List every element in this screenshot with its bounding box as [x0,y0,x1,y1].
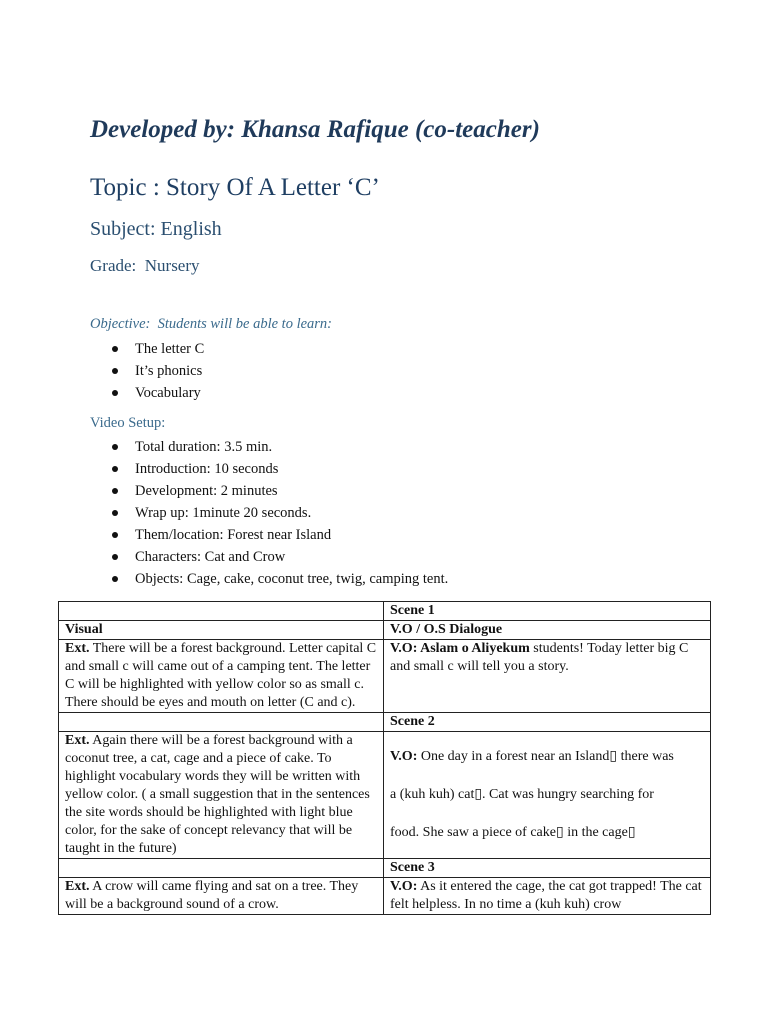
dialogue-line: a (kuh kuh) cat▯. Cat was hungry searching for [390,787,654,802]
setup-item-text: Total duration: 3.5 min. [135,439,273,455]
table-row [59,621,711,640]
setup-item-text: Objects: Cage, cake, coconut tree, twig, camping tent. [135,571,449,587]
setup-item-text: Characters: Cat and Crow [135,549,286,565]
bullet-icon [112,510,118,516]
setup-item-text: Development: 2 minutes [135,483,278,499]
subject-line: Subject: English [90,218,222,240]
grade-line: Grade: Nursery [90,256,200,275]
setup-item-text: Them/location: Forest near Island [135,527,332,543]
bullet-icon [112,368,118,374]
dialogue-line: food. She saw a piece of cake▯ in the cage▯ [390,825,636,840]
bullet-icon [112,576,118,582]
objective-item-text: It’s phonics [135,363,203,379]
table-cell [59,602,384,621]
setup-item [110,458,448,480]
setup-item [110,480,448,502]
visual-header: Visual [59,621,384,640]
dialogue-text: One day in a forest near an Island▯ there was [417,749,674,764]
table-row [59,640,711,713]
topic-title: Topic : Story Of A Letter ‘C’ [90,174,380,201]
video-setup-heading: Video Setup: [90,415,166,431]
objective-item [110,338,204,360]
ext-label: Ext. [65,879,90,894]
dialogue-cell [384,732,711,859]
bullet-icon [112,554,118,560]
bullet-icon [112,346,118,352]
visual-cell [59,878,384,915]
setup-item-text: Introduction: 10 seconds [135,461,279,477]
dialogue-cell [384,878,711,915]
setup-item [110,546,448,568]
objective-list [110,338,204,404]
table-row [59,859,711,878]
objective-item [110,382,204,404]
setup-item [110,568,448,590]
table-row [59,732,711,859]
setup-item [110,524,448,546]
vo-label: V.O: [390,879,418,894]
objective-item-text: The letter C [135,341,205,357]
objective-item-text: Vocabulary [135,385,201,401]
bullet-icon [112,444,118,450]
table-row [59,713,711,732]
ext-label: Ext. [65,733,90,748]
bullet-icon [112,390,118,396]
table-row [59,878,711,915]
vo-label: V.O: [390,749,418,764]
ext-label: Ext. [65,641,90,656]
script-table [58,601,711,915]
visual-text: A crow will came flying and sat on a tree. They will be a background sound of a crow. [65,879,359,912]
scene-label: Scene 1 [384,602,711,621]
author-line: Developed by: Khansa Rafique (co-teacher) [90,116,540,143]
dialogue-header: V.O / O.S Dialogue [384,621,711,640]
scene-label: Scene 2 [384,713,711,732]
video-setup-list [110,436,448,590]
bullet-icon [112,488,118,494]
dialogue-text: students! Today letter big C and small c will tell you a story. [390,641,689,674]
setup-item [110,502,448,524]
scene-label: Scene 3 [384,859,711,878]
setup-item-text: Wrap up: 1minute 20 seconds. [135,505,312,521]
setup-item [110,436,448,458]
objective-heading: Objective: Students will be able to learn: [90,316,333,332]
vo-label: V.O: Aslam o Aliyekum [390,641,530,656]
dialogue-line [390,738,704,776]
objective-item [110,360,204,382]
visual-cell [59,640,384,713]
dialogue-text: As it entered the cage, the cat got trapped! The cat felt helpless. In no time a (kuh kuh) crow [390,879,702,912]
dialogue-cell [384,640,711,713]
table-cell [59,713,384,732]
bullet-icon [112,532,118,538]
table-row [59,602,711,621]
visual-text: Again there will be a forest background with a coconut tree, a cat, cage and a piece of cake. To highlight vocabulary words they will be written with yellow color. ( a small suggestion that in the sentences the site words should be highlighted with light blue color, for the sake of concept relevancy that will be taught in the future) [65,733,370,856]
visual-text: There will be a forest background. Letter capital C and small c will came out of a camping tent. The letter C will be highlighted with yellow color so as small c. There should be eyes and mouth on letter (C and c). [65,641,377,710]
bullet-icon [112,466,118,472]
table-cell [59,859,384,878]
visual-cell [59,732,384,859]
